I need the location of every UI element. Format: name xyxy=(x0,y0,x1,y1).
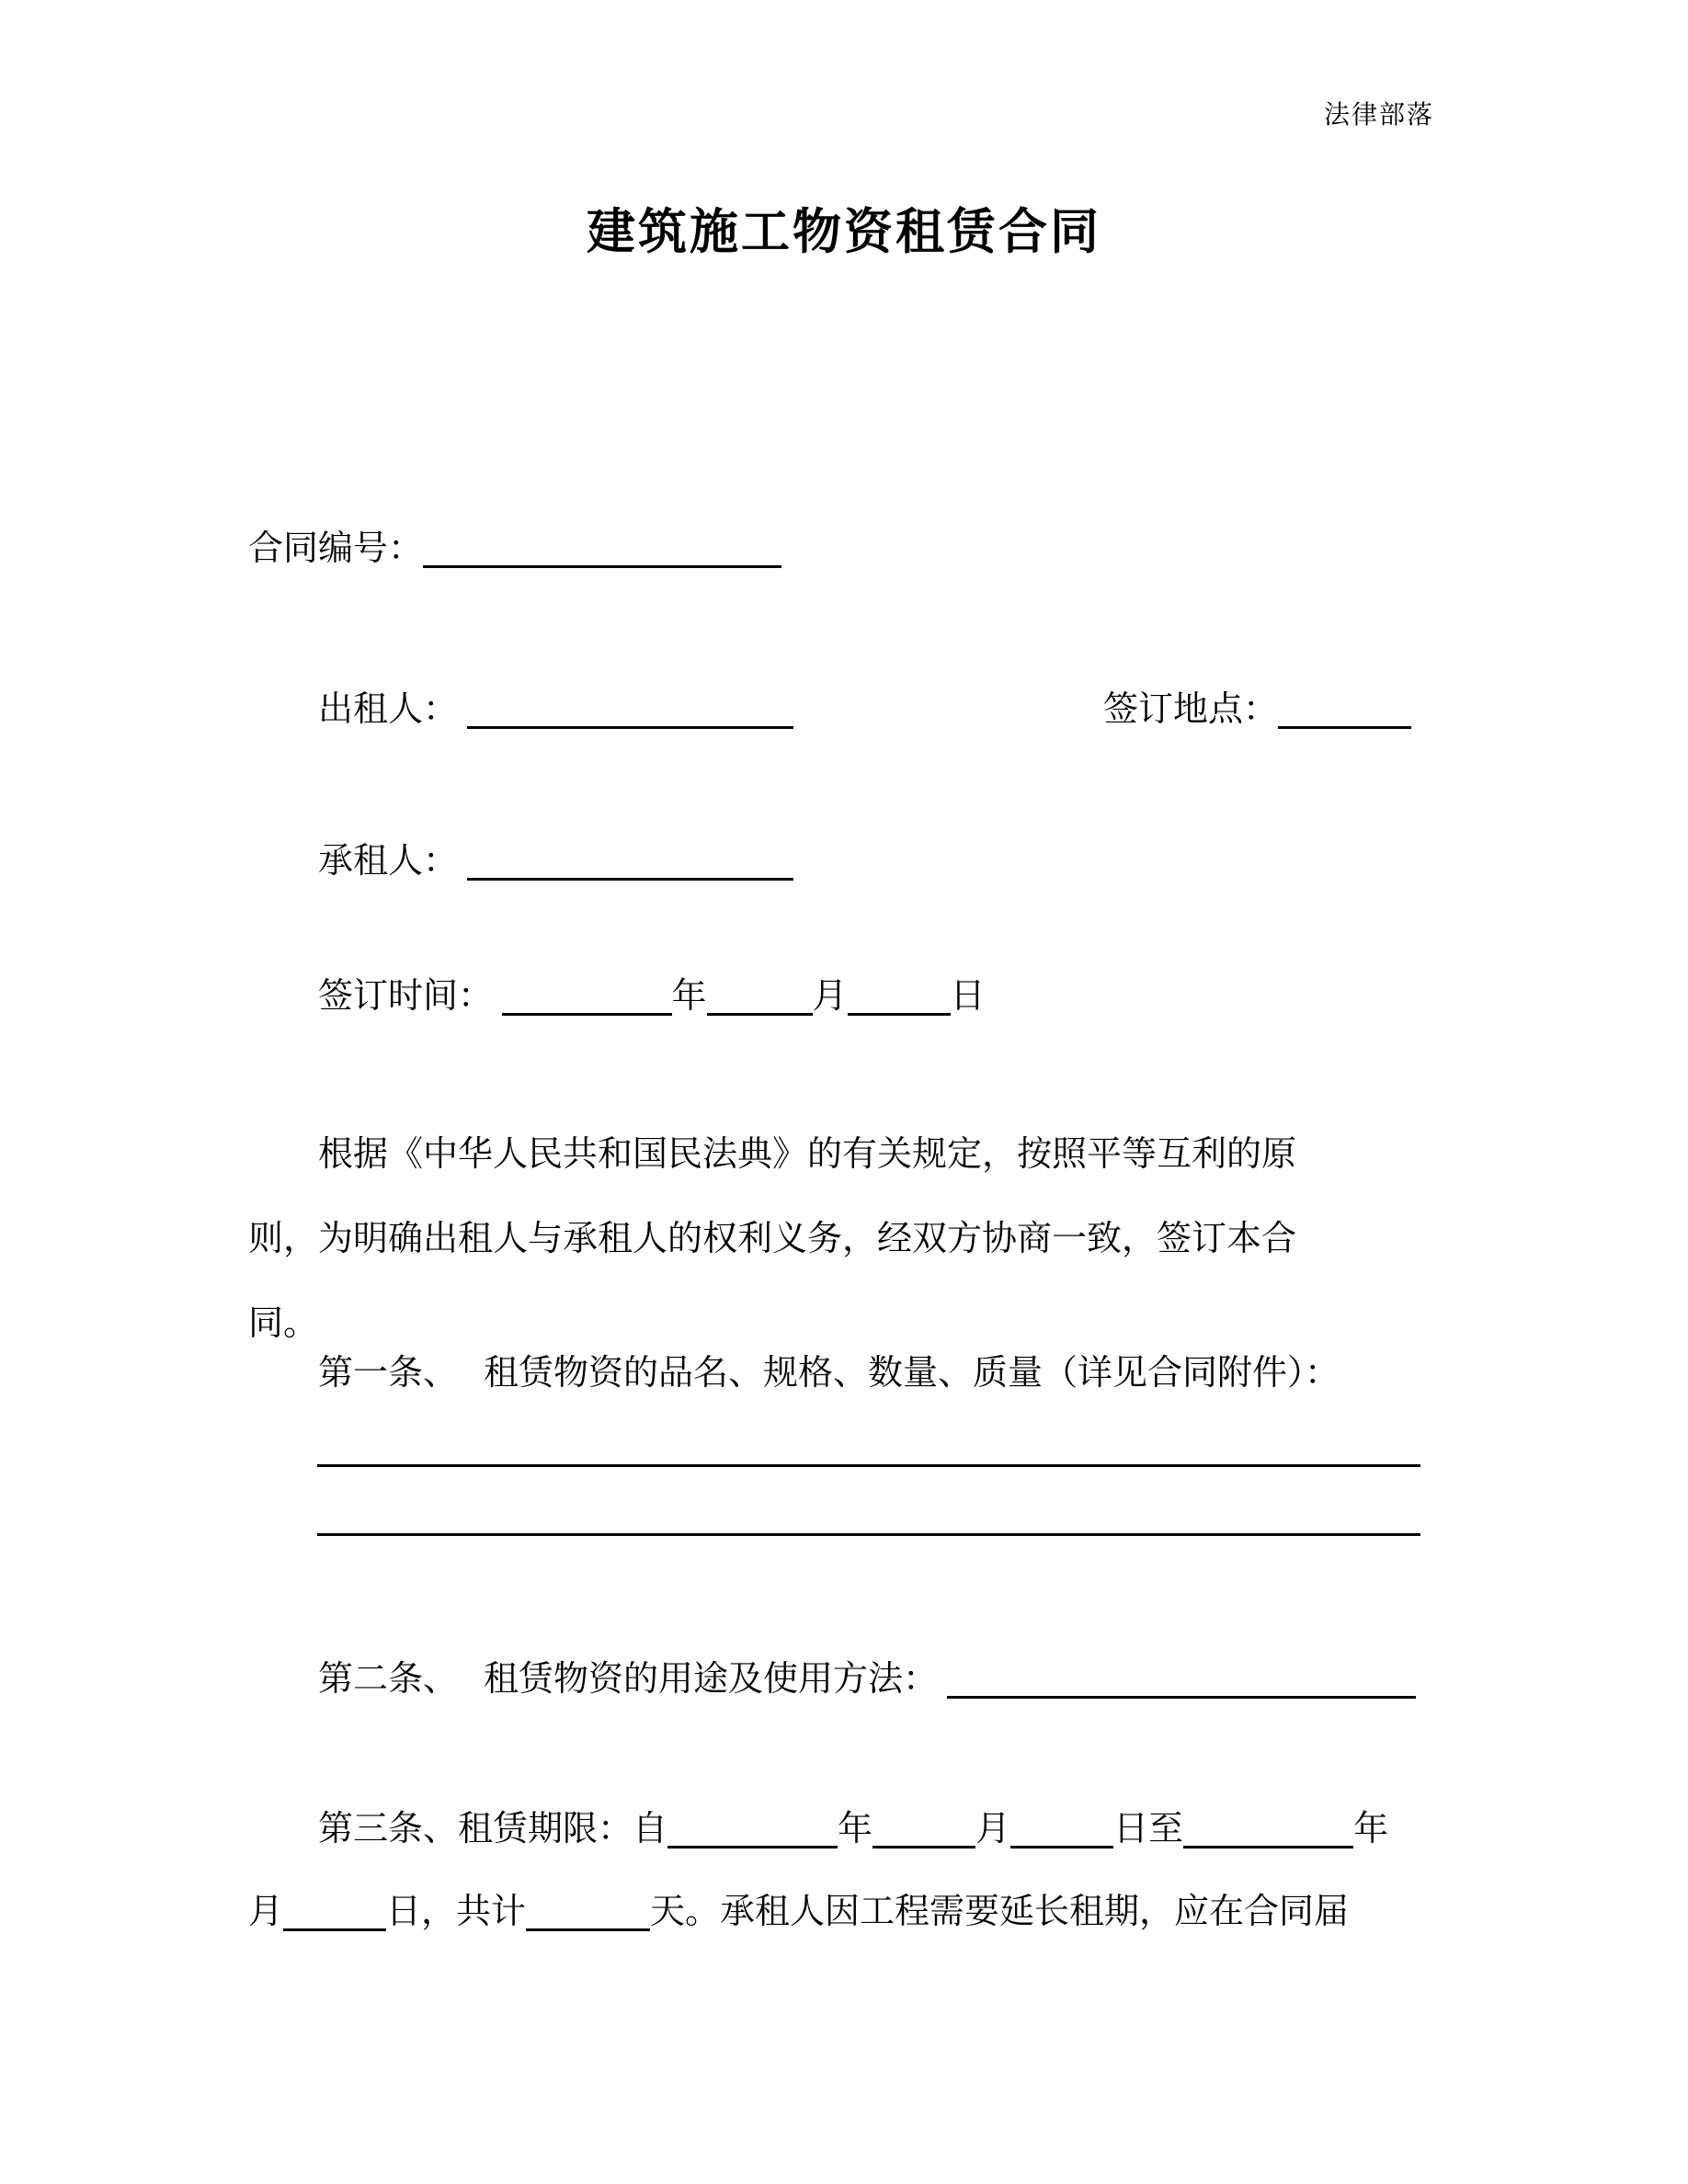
term-start-year-blank xyxy=(667,1846,838,1848)
lessee-row xyxy=(318,832,793,882)
article1-text: 租赁物资的品名、规格、数量、质量（详见合同附件）： xyxy=(484,1354,1340,1393)
month-unit: 月 xyxy=(812,977,848,1016)
term-end-month-unit: 月 xyxy=(248,1893,284,1931)
document-title: 建筑施工物资租赁合同 xyxy=(587,206,1101,259)
article3-tail: 天。承租人因工程需要延长租期，应在合同届 xyxy=(650,1893,1350,1931)
term-end-year-blank xyxy=(1183,1846,1353,1848)
term-start-month-blank xyxy=(873,1846,975,1848)
term-start-day-blank xyxy=(1010,1846,1113,1848)
term-end-year-unit: 年 xyxy=(1353,1810,1389,1848)
article3-lead: 第三条、租赁期限：自 xyxy=(318,1810,668,1848)
sign-time-row xyxy=(318,967,986,1018)
preamble-paragraph: 根据《中华人民共和国民法典》的有关规定，按照平等互利的原则，为明确出租人与承租人的权利义务，经双方协商一致，签订本合同。 xyxy=(248,1135,1297,1343)
article2-text: 租赁物资的用途及使用方法： xyxy=(484,1660,939,1699)
contract-number-blank xyxy=(423,565,781,568)
contract-number-row xyxy=(248,519,781,570)
article1-fill-line-1 xyxy=(317,1422,1420,1467)
sign-place-label: 签订地点： xyxy=(1103,690,1279,729)
term-total-days-blank xyxy=(526,1928,650,1931)
lessor-label: 出租人： xyxy=(318,690,459,729)
sign-year-blank xyxy=(502,1013,672,1016)
article2-blank xyxy=(947,1696,1416,1699)
day-unit: 日 xyxy=(950,977,986,1016)
term-start-month-unit: 月 xyxy=(975,1810,1011,1848)
article1-row xyxy=(318,1344,1340,1394)
term-end-day-blank xyxy=(283,1928,386,1931)
article3-paragraph xyxy=(248,1788,1453,1953)
contract-number-label: 合同编号： xyxy=(248,529,424,568)
year-unit: 年 xyxy=(671,977,707,1016)
sign-time-label: 签订时间： xyxy=(318,977,494,1016)
lessee-label: 承租人： xyxy=(318,842,459,881)
lessor-blank xyxy=(467,726,793,729)
article2-row xyxy=(318,1650,1416,1701)
sign-place-row xyxy=(1103,680,1411,731)
lessee-blank xyxy=(467,878,793,881)
site-watermark: 法律部落 xyxy=(1323,101,1434,130)
article2-label: 第二条、 xyxy=(318,1660,459,1699)
lessor-row xyxy=(318,680,793,731)
term-day-total-label: 日，共计 xyxy=(386,1893,527,1931)
sign-day-blank xyxy=(848,1013,951,1016)
article1-label: 第一条、 xyxy=(318,1354,459,1393)
sign-place-blank xyxy=(1278,726,1411,729)
term-start-year-unit: 年 xyxy=(838,1810,873,1848)
sign-month-blank xyxy=(707,1013,813,1016)
term-day-to: 日至 xyxy=(1113,1810,1184,1848)
article1-fill-line-2 xyxy=(317,1491,1420,1536)
